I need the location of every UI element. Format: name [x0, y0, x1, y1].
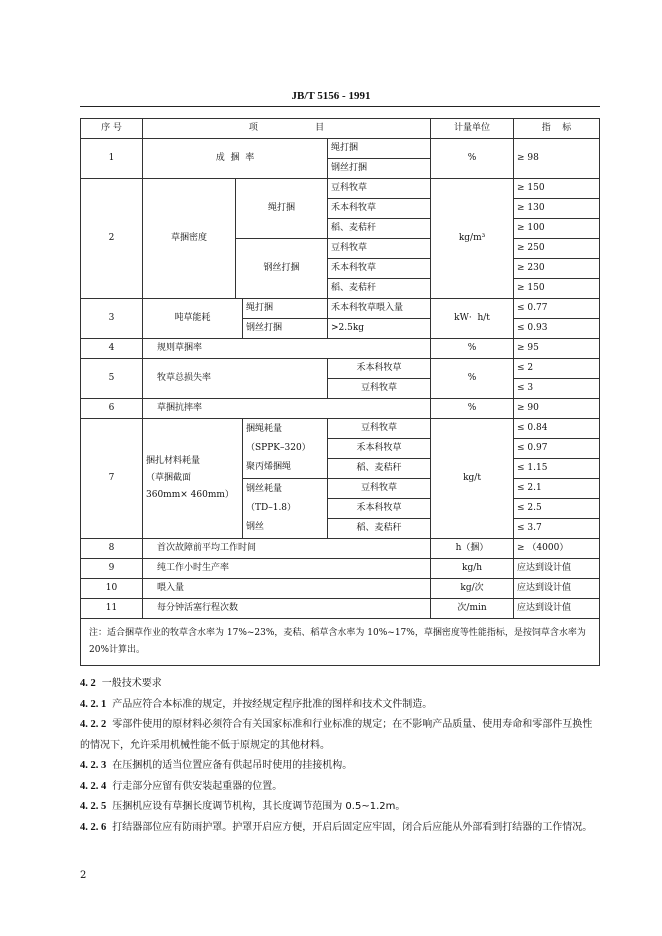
r7-item-line2: （草捆截面 — [146, 473, 192, 483]
table-row: 禾本科牧草 ≤ 2.5 — [81, 499, 600, 519]
table-row: 10 喂入量 kg/次 应达到设计值 — [81, 579, 600, 599]
table-row: 钢丝打捆 >2.5kg ≤ 0.93 — [81, 319, 600, 339]
section-4-2-6: 4. 2. 6 打结器部位应有防雨护罩。护罩开启应方便，开启后固定应牢固，闭合后应能从外部看到打结器的工作情况。 — [80, 821, 593, 833]
r7-group2-line2: （TD–1.8） — [246, 503, 297, 513]
table-row: 禾本科牧草 ≥ 230 — [81, 259, 600, 279]
table-row: 1 成 捆 率 绳打捆 % ≥ 98 — [81, 139, 600, 159]
header-item: 项 目 — [143, 119, 431, 139]
table-row: 7 捆扎材料耗量 （草捆截面 360mm× 460mm） 捆绳耗量 （SPPK–320） 聚丙烯捆绳 豆科牧草 kg/t ≤ 0.84 — [81, 419, 600, 439]
table-note: 注：适合捆草作业的牧草含水率为 17%~23%，麦秸、稻草含水率为 10%~17%，草捆密度等性能指标，是按饲草含水率为 20%计算出。 — [81, 619, 600, 666]
section-4-2-3: 4. 2. 3 在压捆机的适当位置应备有供起吊时使用的挂接机构。 — [80, 760, 353, 771]
table-row: 稻、麦秸秆 ≥ 100 — [81, 219, 600, 239]
table-row: 钢丝耗量 （TD–1.8） 钢丝 豆科牧草 ≤ 2.1 — [81, 479, 600, 499]
table-note-row — [81, 619, 600, 666]
table-header-row — [81, 119, 600, 139]
table-row: 4 规则草捆率 % ≥ 95 — [81, 339, 600, 359]
table-row: 钢丝打捆 豆科牧草 ≥ 250 — [81, 239, 600, 259]
section-4-2-4: 4. 2. 4 行走部分应留有供安装起重器的位置。 — [80, 780, 283, 792]
standard-code: JB/T 5156 - 1991 — [291, 90, 371, 102]
r7-group1-line1: 捆绳耗量 — [246, 424, 283, 434]
section-4-2-1: 4. 2. 1 产品应符合本标准的规定，并按经规定程序批准的图样和技术文件制造。 — [80, 698, 433, 710]
r7-group1-line3: 聚丙烯捆绳 — [246, 462, 292, 472]
table-row: 5 牧草总损失率 禾本科牧草 % ≤ 2 — [81, 359, 600, 379]
table-row: 稻、麦秸秆 ≥ 150 — [81, 279, 600, 299]
header-rule — [80, 106, 600, 107]
table-row: 2 草捆密度 绳打捆 豆科牧草 kg/m³ ≥ 150 — [81, 179, 600, 199]
section-4-2-2: 4. 2. 2 零部件使用的原材料必须符合有关国家标准和行业标准的规定；在不影响产品质量、使用寿命和零部件互换性的情况下，允许采用机械性能不低于原规定的其他材料。 — [80, 719, 593, 751]
r7-group1-line2: （SPPK–320） — [246, 443, 311, 453]
header-no: 序 号 — [81, 119, 143, 139]
table-row: 豆科牧草 ≤ 3 — [81, 379, 600, 399]
header-index: 指 标 — [514, 119, 600, 139]
section-4-2-5: 4. 2. 5 压捆机应设有草捆长度调节机构，其长度调节范围为 0.5~1.2m。 — [80, 801, 406, 812]
section-4-2: 4. 2 一般技术要求 — [80, 678, 162, 689]
r7-group2-line1: 钢丝耗量 — [246, 484, 283, 494]
table-row: 8 首次故障前平均工作时间 h（捆） ≥ （4000） — [81, 539, 600, 559]
table-row: 6 草捆抗摔率 % ≥ 90 — [81, 399, 600, 419]
page-number: 2 — [80, 870, 87, 881]
header-unit: 计量单位 — [431, 119, 514, 139]
spec-table — [80, 118, 600, 666]
table-row: 禾本科牧草 ≤ 0.97 — [81, 439, 600, 459]
r7-item-line1: 捆扎材料耗量 — [146, 456, 201, 466]
r7-group2-line3: 钢丝 — [246, 522, 265, 532]
table-row: 钢丝打捆 — [81, 159, 600, 179]
table-row: 稻、麦秸秆 ≤ 1.15 — [81, 459, 600, 479]
table-row: 3 吨草能耗 绳打捆 禾本科牧草喂入量 kW· h/t ≤ 0.77 — [81, 299, 600, 319]
body-text — [80, 674, 600, 838]
table-row: 9 纯工作小时生产率 kg/h 应达到设计值 — [81, 559, 600, 579]
table-row: 11 每分钟活塞行程次数 次/min 应达到设计值 — [81, 599, 600, 619]
table-row: 稻、麦秸秆 ≤ 3.7 — [81, 519, 600, 539]
table-row: 禾本科牧草 ≥ 130 — [81, 199, 600, 219]
r7-item-line3: 360mm× 460mm） — [146, 490, 234, 500]
